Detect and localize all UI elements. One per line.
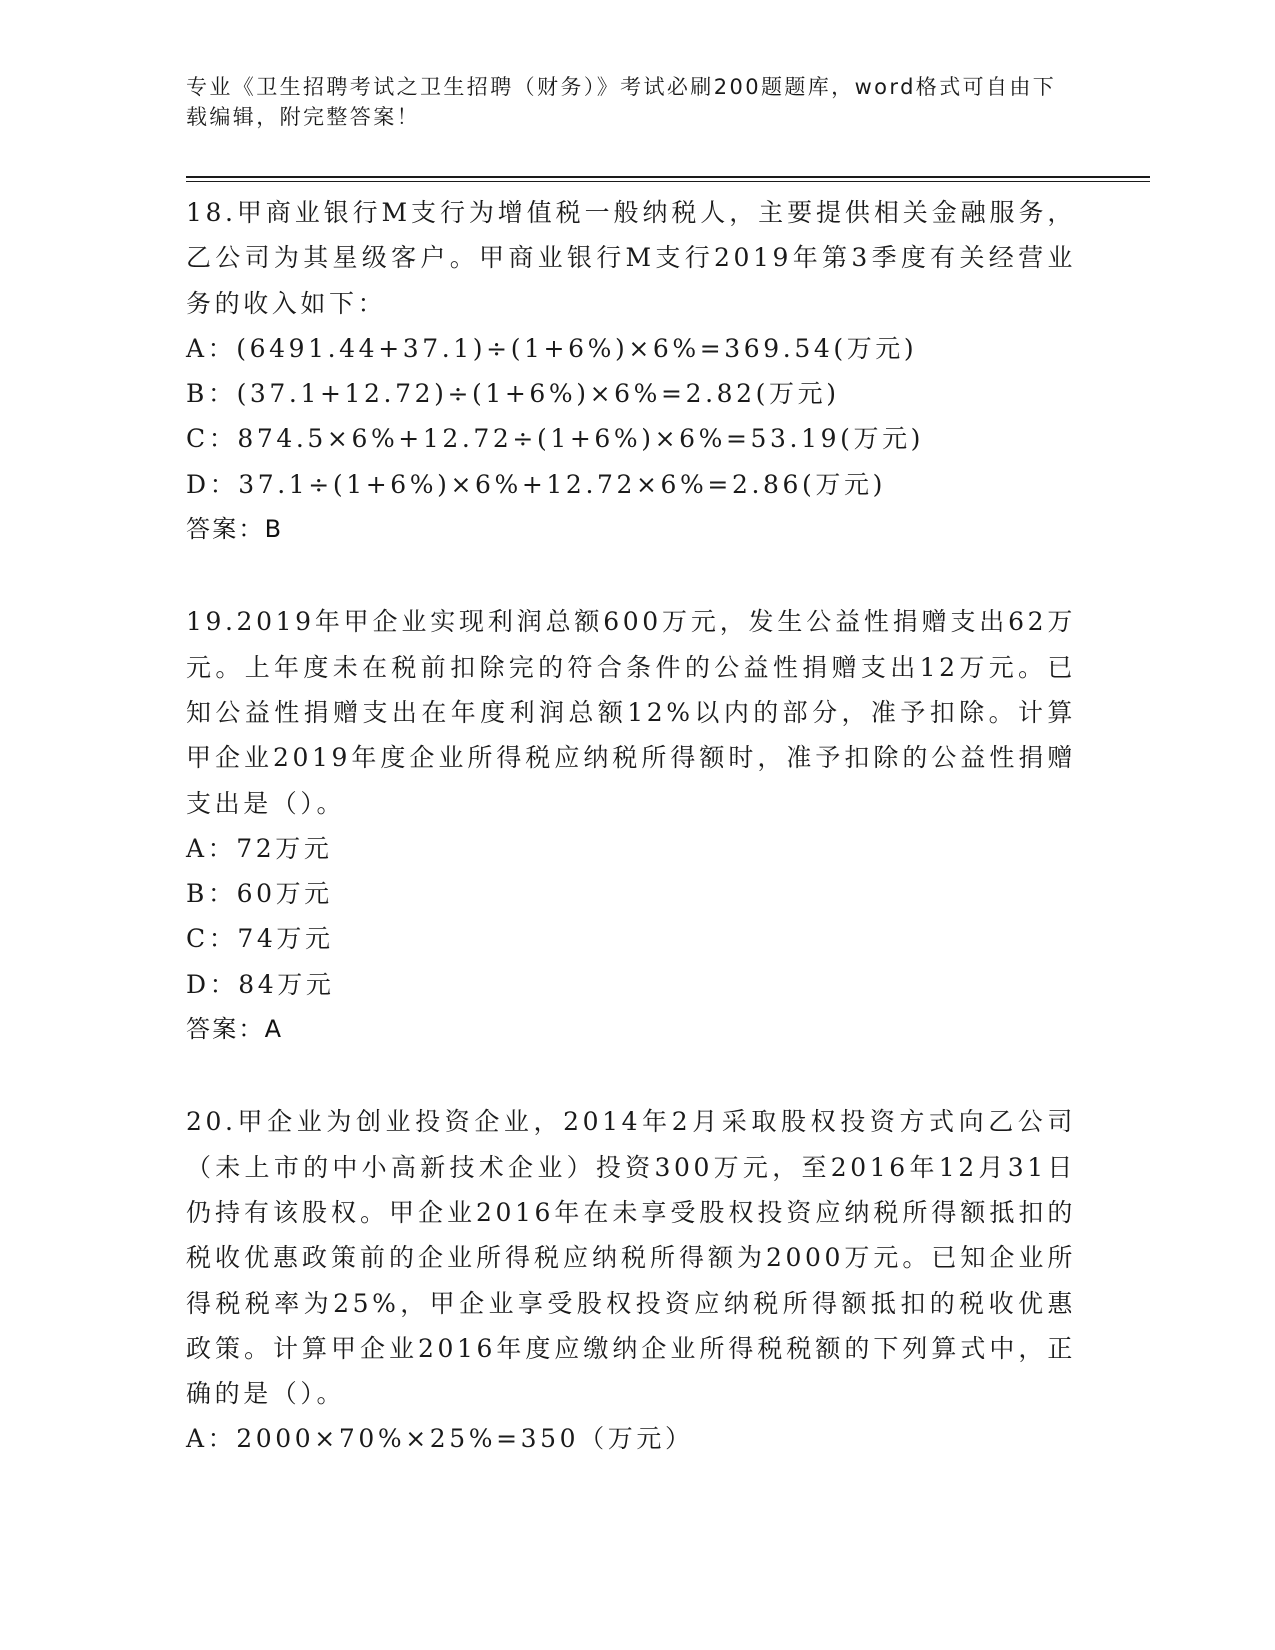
- question-list: [186, 190, 1076, 1509]
- question-text: 20.甲企业为创业投资企业，2014年2月采取股权投资方式向乙公司（未上市的中小高新技术企业）投资300万元，至2016年12月31日仍持有该股权。甲企业2016年在未享受股权投资应纳税所得额抵扣的税收优惠政策前的企业所得税应纳税所得额为2000万元。已知企业所得税税率为25%，甲企业享受股权投资应纳税所得额抵扣的税收优惠政策。计算甲企业2016年度应缴纳企业所得税税额的下列算式中，正确的是（）。: [186, 1107, 1076, 1409]
- option-a: A：2000×70%×25%=350（万元）: [186, 1424, 694, 1454]
- option-b: B：60万元: [186, 879, 333, 909]
- answer-line: 答案：B: [186, 515, 284, 544]
- question-18: [186, 190, 1076, 552]
- option-a: A：72万元: [186, 833, 333, 863]
- question-20: [186, 1099, 1076, 1461]
- option-c: C：74万元: [186, 924, 334, 954]
- answer-line: 答案：A: [186, 1015, 284, 1044]
- option-b: B：(37.1+12.72)÷(1+6%)×6%=2.82(万元): [186, 379, 840, 409]
- header-divider: [186, 176, 1150, 178]
- question-19: [186, 599, 1076, 1052]
- header-divider-thin: [186, 181, 1150, 182]
- option-a: A：(6491.44+37.1)÷(1+6%)×6%=369.54(万元): [186, 333, 918, 363]
- option-d: D：84万元: [186, 969, 335, 999]
- question-text: 19.2019年甲企业实现利润总额600万元，发生公益性捐赠支出62万元。上年度未在税前扣除完的符合条件的公益性捐赠支出12万元。已知公益性捐赠支出在年度利润总额12%以内的部分，准予扣除。计算甲企业2019年度企业所得税应纳税所得额时，准予扣除的公益性捐赠支出是（）。: [186, 607, 1076, 818]
- question-text: 18.甲商业银行M支行为增值税一般纳税人，主要提供相关金融服务，乙公司为其星级客户。甲商业银行M支行2019年第3季度有关经营业务的收入如下：: [186, 198, 1076, 318]
- option-c: C：874.5×6%+12.72÷(1+6%)×6%=53.19(万元): [186, 424, 925, 454]
- option-d: D：37.1÷(1+6%)×6%+12.72×6%=2.86(万元): [186, 469, 886, 499]
- page-header: 专业《卫生招聘考试之卫生招聘（财务）》考试必刷200题题库，word格式可自由下载编辑，附完整答案！: [186, 75, 1057, 129]
